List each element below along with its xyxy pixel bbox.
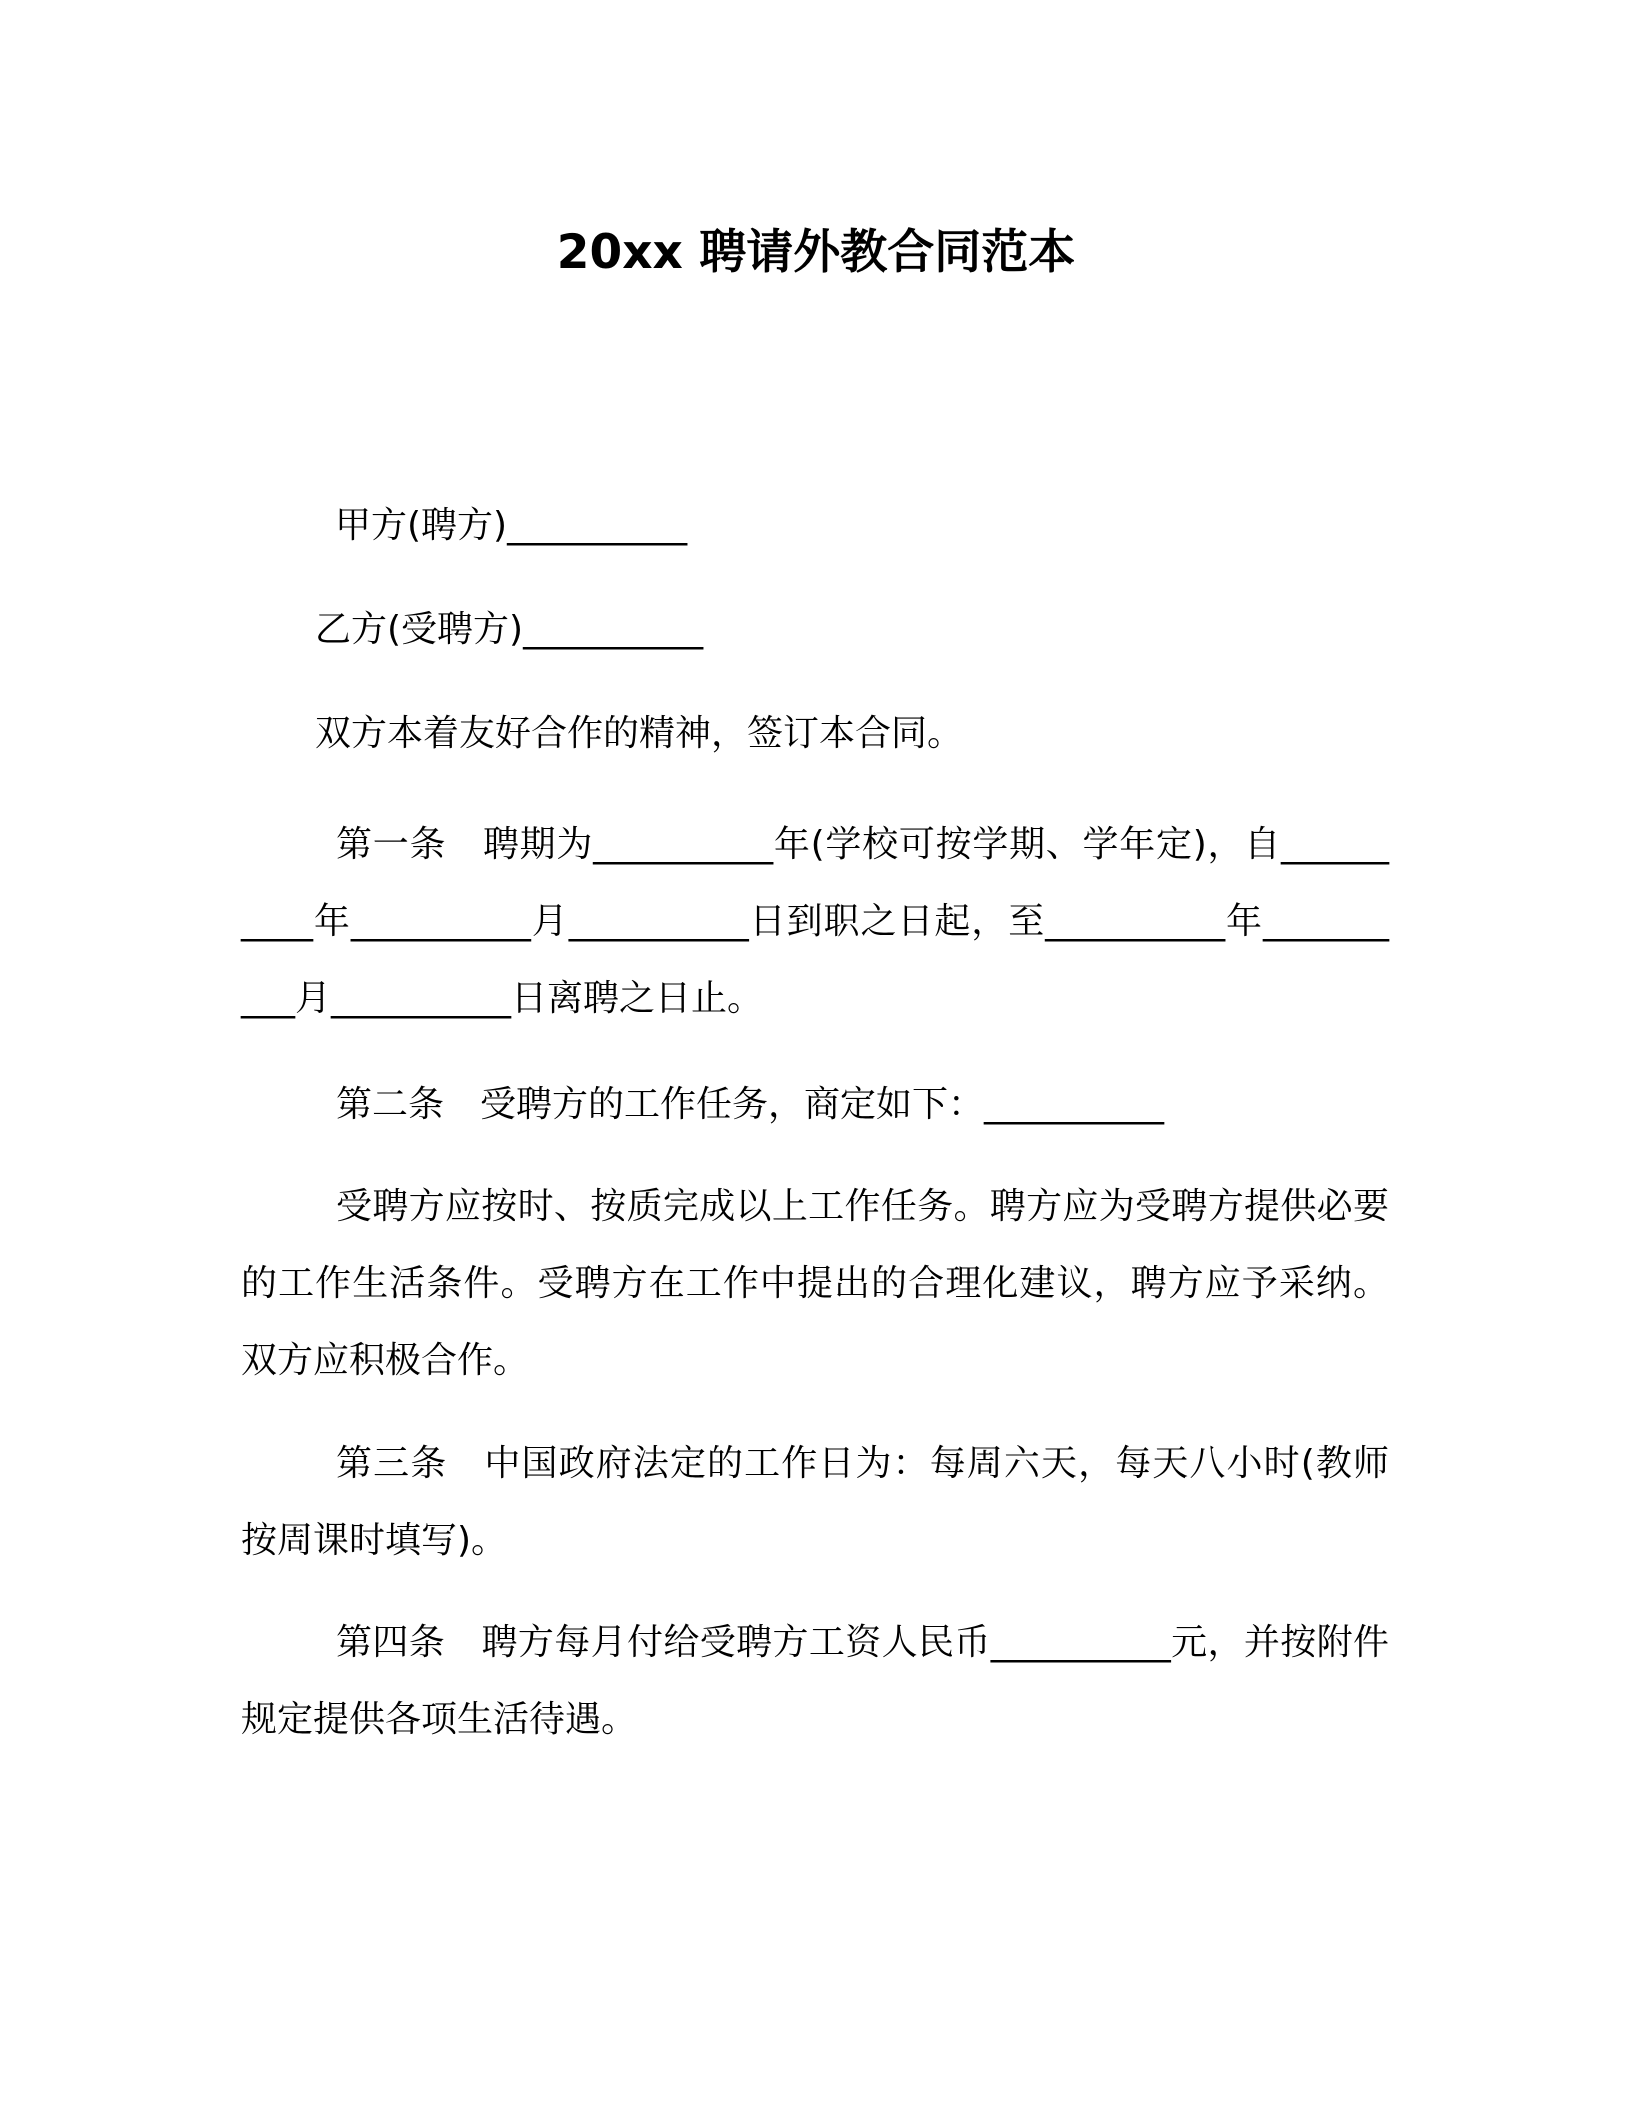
article-2: 第二条 受聘方的工作任务，商定如下：__________ xyxy=(336,1084,1165,1125)
article-2-detail: 受聘方应按时、按质完成以上工作任务。聘方应为受聘方提供必要的工作生活条件。受聘方在工作中提出的合理化建议，聘方应予采纳。双方应积极合作。 xyxy=(241,1186,1389,1381)
party-a-line: 甲方(聘方)__________ xyxy=(335,505,688,546)
party-b-line: 乙方(受聘方)__________ xyxy=(315,609,704,650)
article-1: 第一条 聘期为__________年(学校可按学期、学年定)，自__________年__________月__________日到职之日起，至__________年__________月__________日离聘之日止。 xyxy=(241,824,1389,1019)
document-title: 20xx 聘请外教合同范本 xyxy=(556,225,1076,280)
article-3: 第三条 中国政府法定的工作日为：每周六天，每天八小时(教师按周课时填写)。 xyxy=(241,1443,1389,1561)
intro-line: 双方本着友好合作的精神，签订本合同。 xyxy=(315,713,964,754)
article-4: 第四条 聘方每月付给受聘方工资人民币__________元，并按附件规定提供各项生活待遇。 xyxy=(241,1622,1389,1740)
